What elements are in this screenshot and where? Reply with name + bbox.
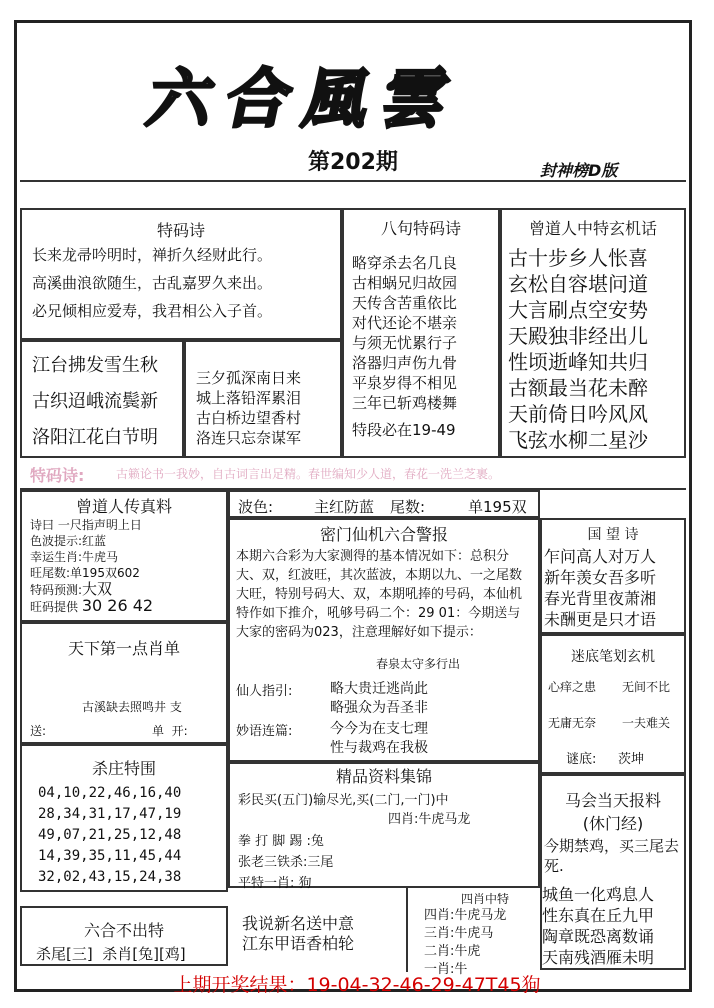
true-info-value: 30 26 42 bbox=[81, 596, 154, 615]
fine-info-label: 拳 打 脚 踢 : bbox=[238, 834, 311, 849]
true-info-label: 诗曰 bbox=[30, 518, 55, 532]
poem-banner-label: 特码诗: bbox=[30, 466, 85, 485]
horse-report-poem-line: 城鱼一化鸡息人 bbox=[542, 885, 655, 904]
first-zodiac-box bbox=[20, 622, 228, 744]
kill-range-row: 32,02,43,15,24,38 bbox=[38, 869, 182, 885]
horse-report-text: 今期禁鸡，买三尾去死. bbox=[544, 837, 680, 875]
horse-report-sub: (休门经) bbox=[582, 814, 644, 833]
riddle-item: 无庸无奈 bbox=[548, 716, 597, 730]
code-poem-box bbox=[20, 208, 342, 340]
first-zodiac-open: 单 开: bbox=[152, 724, 188, 738]
wisdom-line: 性与裁鸡在我极 bbox=[330, 740, 428, 756]
four-zodiac-label: 二肖: bbox=[424, 944, 455, 959]
masthead-title: 六合風雲 bbox=[140, 62, 469, 137]
no-out-header: 六合不出特 bbox=[83, 921, 164, 940]
fine-info-line1: 彩民买(五门)输尽光,买(二门,一门)中 bbox=[238, 793, 449, 808]
horse-report-poem-line: 性东真在丘九甲 bbox=[542, 906, 655, 925]
kill-range-box bbox=[20, 744, 228, 892]
horse-report-poem-line: 陶章既恐离数诵 bbox=[542, 927, 655, 946]
tail-value: 单195双 bbox=[468, 498, 527, 516]
left-poem-box bbox=[20, 340, 184, 458]
riddle-answer-label: 谜底: bbox=[566, 752, 597, 767]
horse-report-poem-line: 天南残酒雁未明 bbox=[542, 948, 655, 967]
left-poem-line: 洛阳江花白节明 bbox=[32, 427, 158, 448]
first-zodiac-header: 天下第一点肖单 bbox=[67, 639, 180, 658]
national-poem-box bbox=[540, 518, 686, 634]
national-poem-header: 国 望 诗 bbox=[587, 527, 639, 543]
secret-door-box bbox=[228, 518, 540, 762]
national-poem-line: 春光背里夜萧湘 bbox=[544, 589, 657, 608]
mid-poem-line: 城上落铅浑累泪 bbox=[196, 389, 302, 407]
eight-sentence-line: 与须无忧累行子 bbox=[352, 334, 458, 352]
guide-line: 略大贵迁逃尚此 bbox=[330, 681, 428, 697]
tail-label: 尾数: bbox=[390, 498, 426, 516]
kill-range-row: 14,39,35,11,45,44 bbox=[38, 848, 182, 864]
national-poem-line: 乍问高人对万人 bbox=[544, 547, 657, 566]
four-zodiac-value: 牛 bbox=[454, 962, 468, 977]
true-info-label: 旺码提供 bbox=[30, 600, 79, 614]
tao-ren-line: 大言刷点空安势 bbox=[508, 298, 648, 322]
wisdom-label: 妙语连篇: bbox=[236, 724, 293, 739]
send-famous-line: 我说新名送中意 bbox=[242, 914, 355, 933]
secret-door-header: 密门仙机六合警报 bbox=[319, 525, 448, 544]
four-zodiac-label: 一肖: bbox=[424, 962, 455, 977]
riddle-item: 心痒之患 bbox=[548, 680, 597, 694]
fine-info-value: 狗 bbox=[298, 876, 312, 891]
poem-banner bbox=[20, 458, 686, 490]
riddle-item: 一夫难关 bbox=[622, 716, 671, 730]
wave-value: 主红防蓝 bbox=[314, 498, 375, 516]
edition-label: 封神榜D版 bbox=[540, 161, 618, 180]
tao-ren-header: 曾道人中特玄机话 bbox=[528, 219, 657, 238]
true-info-label: 特码预测: bbox=[30, 583, 83, 597]
mid-poem-line: 三夕孤深南日来 bbox=[196, 369, 302, 387]
kill-range-row: 28,34,31,17,47,19 bbox=[38, 806, 182, 822]
kill-range-row: 04,10,22,46,16,40 bbox=[38, 785, 182, 801]
send-famous-line: 江东甲语香柏轮 bbox=[242, 934, 355, 953]
eight-sentence-line: 平泉岁得不相见 bbox=[352, 374, 458, 392]
four-zodiac-value: 牛虎马 bbox=[454, 926, 494, 941]
wisdom-line: 今今为在支七理 bbox=[330, 721, 428, 737]
tao-ren-line: 性顷逝峰知共归 bbox=[508, 350, 648, 374]
national-poem-line: 未酬更是只才语 bbox=[544, 610, 657, 629]
tao-ren-box bbox=[500, 208, 686, 458]
four-zodiac-value: 牛虎马龙 bbox=[454, 908, 507, 923]
four-zodiac-value: 牛虎 bbox=[454, 944, 481, 959]
left-poem-line: 江台拂发雪生秋 bbox=[32, 355, 158, 376]
fine-info-value: 兔 bbox=[310, 834, 324, 849]
riddle-header: 迷底笔划玄机 bbox=[571, 649, 655, 665]
fine-info-four-zodiac: 四肖:牛虎马龙 bbox=[388, 812, 471, 827]
tao-ren-line: 飞弦水柳二星沙 bbox=[508, 428, 648, 452]
horse-report-box bbox=[540, 774, 686, 970]
masthead-divider bbox=[20, 180, 686, 182]
true-info-header: 曾道人传真料 bbox=[75, 497, 172, 516]
first-zodiac-line: 古溪缺去照鸣井 支 bbox=[82, 700, 182, 714]
true-info-value: 牛虎马 bbox=[82, 550, 119, 564]
code-poem-header: 特码诗 bbox=[156, 221, 205, 240]
tao-ren-line: 古十步乡人怅喜 bbox=[508, 246, 648, 270]
wave-label: 波色: bbox=[238, 498, 274, 516]
tao-ren-line: 古额最当花未醉 bbox=[508, 376, 648, 400]
tao-ren-line: 天前倚日吟风风 bbox=[508, 402, 648, 426]
poem-banner-text: 古籁论书一我妙，自古词言出足精。春世编知少人道，春花一洗兰芝裹。 bbox=[116, 467, 501, 481]
first-zodiac-send: 送: bbox=[30, 724, 47, 738]
guide-label: 仙人指引: bbox=[236, 684, 293, 699]
mid-poem-line: 洛连只忘奈谋军 bbox=[196, 429, 302, 447]
fine-info-label: 张老三铁杀: bbox=[238, 855, 308, 870]
tao-ren-line: 天殿独非经出儿 bbox=[508, 324, 648, 348]
left-poem-line: 古织迢峨流鬓新 bbox=[32, 391, 158, 412]
four-zodiac-header: 四肖中特 bbox=[460, 892, 509, 906]
secret-door-hint: 春泉太守多行出 bbox=[376, 657, 461, 671]
true-info-value: 大双 bbox=[82, 580, 113, 598]
four-zodiac-label: 四肖: bbox=[424, 908, 455, 923]
tao-ren-line: 玄松自容堪问道 bbox=[508, 272, 648, 296]
guide-line: 略强众为吾圣非 bbox=[330, 700, 428, 716]
code-poem-line: 高溪曲浪欲随生，古乱嘉罗久来出。 bbox=[32, 274, 273, 292]
true-info-label: 旺尾数: bbox=[30, 566, 71, 580]
fine-info-header: 精品资料集锦 bbox=[335, 767, 432, 786]
eight-sentence-line: 对代还论不堪亲 bbox=[352, 314, 458, 332]
last-result: 上期开奖结果：19-04-32-46-29-47T45狗 bbox=[173, 974, 541, 996]
eight-sentence-box bbox=[342, 208, 500, 458]
four-zodiac-label: 三肖: bbox=[424, 926, 455, 941]
eight-sentence-footer: 特段必在19-49 bbox=[352, 421, 456, 439]
issue-number: 第202期 bbox=[308, 150, 398, 175]
fine-info-value: 三尾 bbox=[307, 855, 334, 870]
no-out-box bbox=[20, 906, 228, 966]
fine-info-box bbox=[228, 762, 540, 891]
true-info-value: 单195双602 bbox=[70, 566, 140, 580]
kill-range-row: 49,07,21,25,12,48 bbox=[38, 827, 182, 843]
national-poem-line: 新年羡女吾多听 bbox=[544, 568, 657, 587]
fine-info-label: 平特一肖: bbox=[238, 876, 295, 891]
eight-sentence-header: 八句特码诗 bbox=[380, 219, 461, 238]
eight-sentence-line: 三年已斩鸡楼舞 bbox=[352, 394, 458, 412]
true-info-box bbox=[20, 490, 228, 622]
no-out-text: 杀尾[三] 杀肖[兔][鸡] bbox=[36, 945, 186, 963]
four-zodiac-box bbox=[406, 888, 542, 977]
mid-poem-box bbox=[184, 340, 342, 458]
kill-range-header: 杀庄特围 bbox=[91, 759, 156, 778]
true-info-label: 幸运生肖: bbox=[30, 550, 83, 564]
eight-sentence-line: 洛器归声伤九骨 bbox=[352, 354, 458, 372]
eight-sentence-line: 略穿杀去名几良 bbox=[352, 254, 458, 272]
horse-report-header: 马会当天报料 bbox=[564, 791, 661, 810]
true-info-value: 一尺指声明上日 bbox=[57, 518, 142, 532]
wave-bar bbox=[228, 490, 540, 518]
mid-poem-line: 古白桥边望香村 bbox=[196, 409, 302, 427]
true-info-label: 色波提示: bbox=[30, 534, 83, 548]
riddle-answer: 茨坤 bbox=[618, 752, 645, 767]
code-poem-line: 长来龙帚吟明时，禅折久经财此行。 bbox=[32, 246, 273, 264]
riddle-item: 无间不比 bbox=[622, 680, 671, 694]
secret-door-body: 本期六合彩为大家测得的基本情况如下：总积分大、双，红波旺，其次蓝波，本期以九、一之尾数大旺，特别号码大、双，本期吼捧的号码，本仙机特作如下推介，吼够号码二个：29 01：今期送与大家的密码为023，注意理解好如下提示： bbox=[236, 549, 523, 640]
eight-sentence-line: 古相蜗兄归故园 bbox=[352, 274, 458, 292]
eight-sentence-line: 天传含苦重依比 bbox=[352, 294, 458, 312]
riddle-box bbox=[540, 634, 686, 774]
true-info-value: 红蓝 bbox=[82, 534, 107, 548]
code-poem-line: 必兄倾相应爱寿，我君相公入子首。 bbox=[32, 302, 273, 320]
